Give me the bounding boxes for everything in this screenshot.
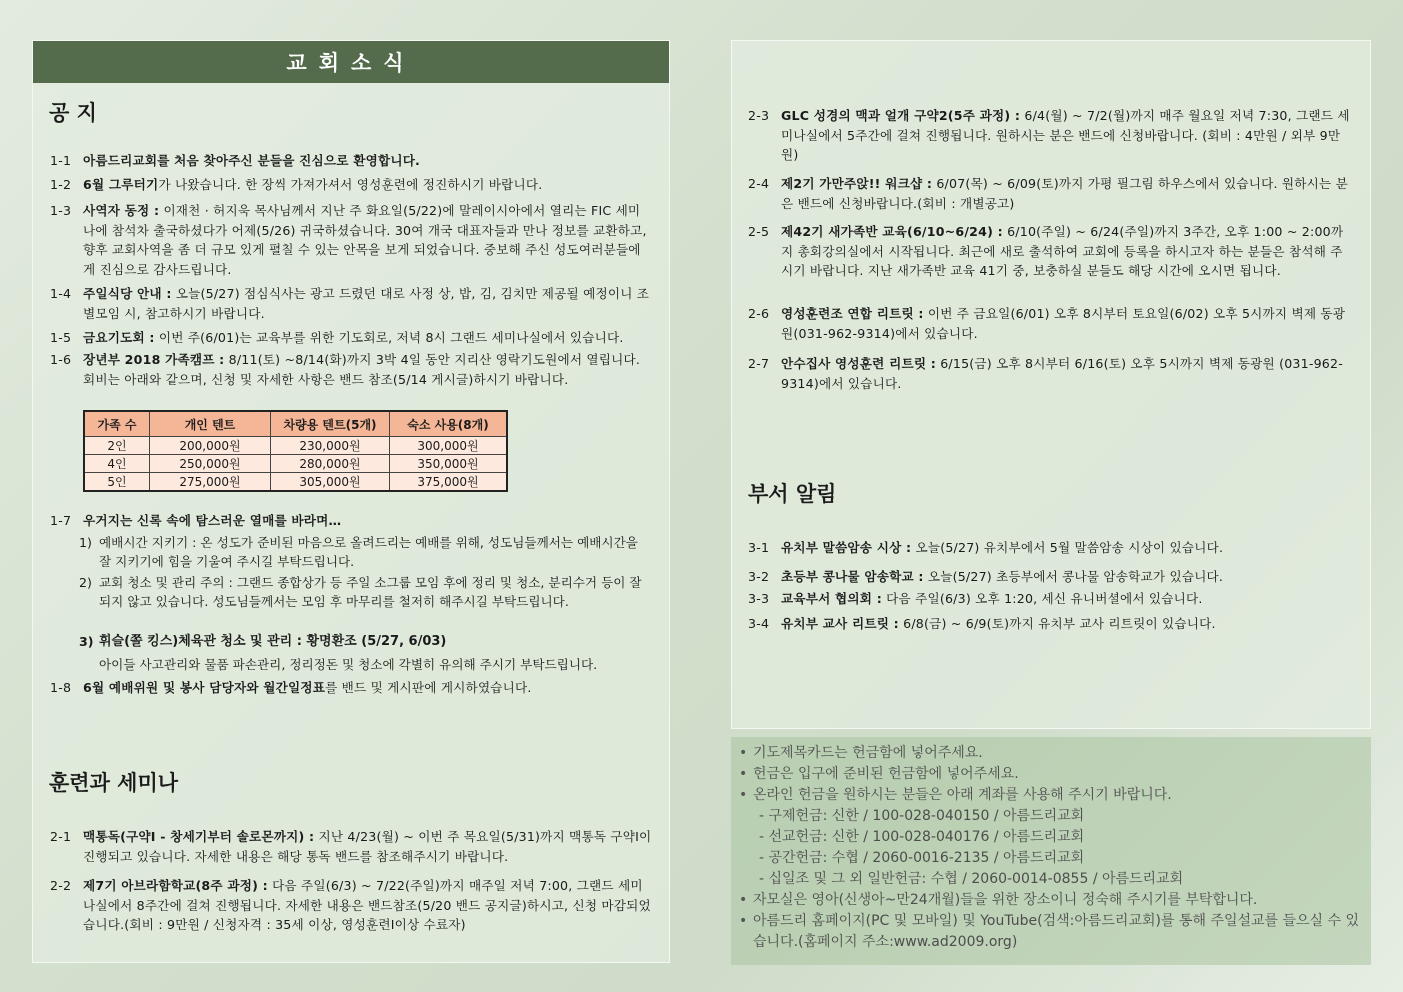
training-item (748, 106, 1352, 165)
account-line: - 구제헌금: 신한 / 100-028-040150 / 아름드리교회 (759, 808, 1085, 824)
item-text: 6/07(목) ~ 6/09(토)까지 가평 필그림 하우스에서 있습니다. 원하시는 분은 밴드에 신청바랍니다.(회비 : 개별공고) (781, 176, 1348, 211)
sub-item-text: 교회 청소 및 관리 주의 : 그랜드 종합상가 등 주일 소그룹 모임 후에 정리 및 청소, 분리수거 등이 잘 되지 않고 있습니다. 성도님들께서는 모임 후 마무리를 철저히 해주시길 부탁드립니다. (99, 575, 642, 609)
item-bold: 6월 그루터기 (83, 177, 159, 192)
table-cell: 200,000원 (150, 437, 271, 455)
item-text: 이번 주 금요일(6/01) 오후 8시부터 토요일(6/02) 오후 5시까지 벽제 동광원(031-962-9314)에서 있습니다. (781, 306, 1346, 341)
training-item (748, 304, 1352, 343)
table-header-row (84, 411, 507, 437)
table-cell: 350,000원 (390, 455, 508, 473)
notice-item (50, 151, 660, 171)
item-bold: 주일식당 안내 : (83, 286, 172, 301)
notice-item (50, 175, 660, 195)
notice-item (50, 284, 652, 323)
table-cell: 2인 (84, 437, 150, 455)
table-cell: 230,000원 (271, 437, 390, 455)
item-bold: 우거지는 신록 속에 탐스러운 열매를 바라며… (83, 513, 342, 528)
table-header: 가족 수 (84, 411, 150, 437)
notice-item (50, 511, 660, 531)
item-text: 6/4(월) ~ 7/2(월)까지 매주 월요일 저녁 7:30, 그랜드 세미나실에서 5주간에 걸쳐 진행됩니다. 원하시는 분은 밴드에 신청바랍니다. (회비 : 4만원 / 외부 9만원) (781, 108, 1350, 162)
item-bold: GLC 성경의 맥과 얼개 구약2(5주 과정) : (781, 108, 1021, 123)
training-heading: 훈련과 세미나 (49, 771, 179, 795)
item-text: 6/10(주일) ~ 6/24(주일)까지 3주간, 오후 1:00 ~ 2:00까지 총회강의실에서 시작됩니다. 최근에 새로 출석하여 교회에 등록을 하시고자 하는 분들은 참석해 주시기 바랍니다. 지난 새가족반 교육 41기 중, 보충하실 분들도 해당 시간에 오시면 됩니다. (781, 224, 1344, 278)
item-text: 다음 주일(6/3) ~ 7/22(주일)까지 매주일 저녁 7:00, 그랜드 세미나실에서 8주간에 걸쳐 진행됩니다. 자세한 내용은 밴드참조(5/20 밴드 공지글)하시고, 신청 마감되었습니다.(회비 : 9만원 / 신청자격 : 35세 이상, 영성훈련Ⅰ이상 수료자) (83, 878, 651, 932)
table-row (84, 455, 507, 473)
item-bold: 제7기 아브라함학교(8주 과정) : (83, 878, 268, 893)
item-number: 1-5 (50, 330, 72, 345)
sub-item-number: 1) (79, 535, 92, 550)
item-text: 오늘(5/27) 초등부에서 콩나물 암송학교가 있습니다. (923, 569, 1224, 584)
table-cell: 280,000원 (271, 455, 390, 473)
item-number: 1-8 (50, 680, 72, 695)
item-bold: 교육부서 협의회 : (781, 591, 882, 606)
item-number: 2-5 (748, 224, 770, 239)
item-bold: 유치부 교사 리트릿 : (781, 616, 899, 631)
item-number: 3-1 (748, 540, 770, 555)
departments-heading: 부서 알림 (748, 482, 837, 506)
sub-item (79, 632, 653, 674)
item-number: 3-3 (748, 591, 770, 606)
item-text: 이번 주(6/01)는 교육부를 위한 기도회로, 저녁 8시 그랜드 세미나실에서 있습니다. (154, 330, 624, 345)
item-bold: 제42기 새가족반 교육(6/10~6/24) : (781, 224, 1003, 239)
table-header: 숙소 사용(8개) (390, 411, 508, 437)
table-cell: 300,000원 (390, 437, 508, 455)
account-line: - 공간헌금: 수협 / 2060-0016-2135 / 아름드리교회 (759, 850, 1085, 866)
notice-item (50, 328, 660, 348)
department-item (748, 614, 1358, 634)
training-item (748, 174, 1352, 213)
notice-item (50, 350, 652, 389)
sub-item-text: 예배시간 지키기 : 온 성도가 준비된 마음으로 올려드리는 예배를 위해, 성도님들께서는 예배시간을 잘 지키기에 힘을 기울여 주시길 부탁드립니다. (99, 535, 638, 569)
item-bold: 초등부 콩나물 암송학교 : (781, 569, 924, 584)
item-bold: 안수집사 영성훈련 리트릿 : (781, 356, 937, 371)
item-text: 오늘(5/27) 점심식사는 광고 드렸던 대로 사정 상, 밥, 김, 김치만 제공될 예정이니 조별모임 시, 참고하시기 바랍니다. (83, 286, 650, 321)
table-row (84, 437, 507, 455)
fee-table (83, 410, 508, 492)
table-row (84, 473, 507, 492)
table-cell: 4인 (84, 455, 150, 473)
item-number: 3-2 (748, 569, 770, 584)
item-number: 3-4 (748, 616, 770, 631)
note-line: • 온라인 헌금을 원하시는 분들은 아래 계좌를 사용해 주시기 바랍니다. (739, 785, 1365, 806)
item-text: 가 나왔습니다. 한 장씩 가져가셔서 영성훈련에 정진하시기 바랍니다. (158, 177, 543, 192)
item-number: 2-1 (50, 829, 72, 844)
item-bold: 사역자 동정 : (83, 203, 160, 218)
item-bold: 장년부 2018 가족캠프 : (83, 352, 225, 367)
note-line: • 헌금은 입구에 준비된 헌금함에 넣어주세요. (739, 764, 1365, 785)
notice-item (50, 201, 652, 279)
training-item (50, 876, 652, 935)
item-bold: 제2기 가만주앉!! 워크샵 : (781, 176, 933, 191)
item-number: 2-2 (50, 878, 72, 893)
table-header: 개인 텐트 (150, 411, 271, 437)
note-line: • 자모실은 영아(신생아~만24개월)들을 위한 장소이니 정숙해 주시기를 부탁합니다. (739, 890, 1365, 911)
item-text: 이재천 · 허지욱 목사님께서 지난 주 화요일(5/22)에 말레이시아에서 열리는 FIC 세미나에 참석차 출국하셨다가 어제(5/26) 귀국하셨습니다. 30여 개국 대표자들과 만나 정보를 교환하고, 향후 교회사역을 좀 더 규모 있게 펼칠 수 있는 안목을 보게 되었습니다. 중보해 주신 성도여러분들에게 진심으로 감사드립니다. (83, 203, 647, 277)
note-line: • 아름드리 홈페이지(PC 및 모바일) 및 YouTube(검색:아름드리교회)를 통해 주일설교를 들으실 수 있습니다.(홈페이지 주소:www.ad2009.org) (739, 911, 1365, 953)
table-cell: 250,000원 (150, 455, 271, 473)
sub-item (79, 533, 653, 571)
item-number: 1-1 (50, 153, 72, 168)
offering-notes (731, 737, 1371, 965)
table-header: 차량용 텐트(5개) (271, 411, 390, 437)
item-text: 오늘(5/27) 유치부에서 5월 말씀암송 시상이 있습니다. (911, 540, 1224, 555)
right-panel (731, 40, 1371, 729)
sub-item-text: 아이들 사고관리와 물품 파손관리, 정리정돈 및 청소에 각별히 유의해 주시기 부탁드립니다. (99, 657, 598, 672)
item-text: 6/8(금) ~ 6/9(토)까지 유치부 교사 리트릿이 있습니다. (898, 616, 1216, 631)
notice-heading: 공 지 (49, 101, 97, 125)
table-cell: 375,000원 (390, 473, 508, 492)
item-bold: 맥통독(구약Ⅰ - 창세기부터 솔로몬까지) : (83, 829, 315, 844)
item-number: 2-4 (748, 176, 770, 191)
table-cell: 275,000원 (150, 473, 271, 492)
item-bold: 6월 예배위원 및 봉사 담당자와 월간일정표 (83, 680, 326, 695)
table-cell: 5인 (84, 473, 150, 492)
note-line: • 기도제목카드는 헌금함에 넣어주세요. (739, 743, 1365, 764)
item-number: 1-2 (50, 177, 72, 192)
item-number: 2-7 (748, 356, 770, 371)
item-number: 2-6 (748, 306, 770, 321)
account-line: - 십일조 및 그 외 일반헌금: 수협 / 2060-0014-0855 / 아름드리교회 (759, 871, 1184, 887)
item-number: 1-6 (50, 352, 72, 367)
page-title: 교회소식 (33, 41, 669, 83)
item-number: 1-7 (50, 513, 72, 528)
department-item (748, 567, 1358, 587)
item-bold: 금요기도회 : (83, 330, 155, 345)
table-cell: 305,000원 (271, 473, 390, 492)
sub-item (79, 573, 653, 611)
training-item (50, 827, 652, 866)
item-text: 6/15(금) 오후 8시부터 6/16(토) 오후 5시까지 벽제 동광원 (031-962-9314)에서 있습니다. (781, 356, 1343, 391)
item-text: 다음 주일(6/3) 오후 1:20, 세신 유니버셜에서 있습니다. (881, 591, 1203, 606)
item-bold: 유치부 말씀암송 시상 : (781, 540, 912, 555)
account-line: - 선교헌금: 신한 / 100-028-040176 / 아름드리교회 (759, 829, 1085, 845)
notice-item (50, 678, 660, 698)
item-text: 지난 4/23(월) ~ 이번 주 목요일(5/31)까지 맥통독 구약Ⅰ이 진행되고 있습니다. 자세한 내용은 해당 통독 밴드를 참조해주시기 바랍니다. (83, 829, 652, 864)
training-item (748, 354, 1352, 393)
item-text: 를 밴드 및 게시판에 게시하였습니다. (325, 680, 532, 695)
sub-item-number: 2) (79, 575, 92, 590)
training-item (748, 222, 1352, 281)
department-item (748, 589, 1358, 609)
left-panel (32, 40, 670, 963)
sub-item-bold: 휘슬(쫄 킹스)체육관 청소 및 관리 : 황명환조 (5/27, 6/03) (99, 634, 447, 649)
item-bold: 아름드리교회를 처음 찾아주신 분들을 진심으로 환영합니다. (83, 153, 421, 168)
item-number: 2-3 (748, 108, 770, 123)
department-item (748, 538, 1358, 558)
item-number: 1-4 (50, 286, 72, 301)
item-number: 1-3 (50, 203, 72, 218)
sub-item-number: 3) (79, 634, 94, 649)
item-bold: 영성훈련조 연합 리트릿 : (781, 306, 924, 321)
item-text: 8/11(토) ~8/14(화)까지 3박 4일 동안 지리산 영락기도원에서 열립니다. 회비는 아래와 같으며, 신청 및 자세한 사항은 밴드 참조(5/14 게시글)하시기 바랍니다. (83, 352, 641, 387)
